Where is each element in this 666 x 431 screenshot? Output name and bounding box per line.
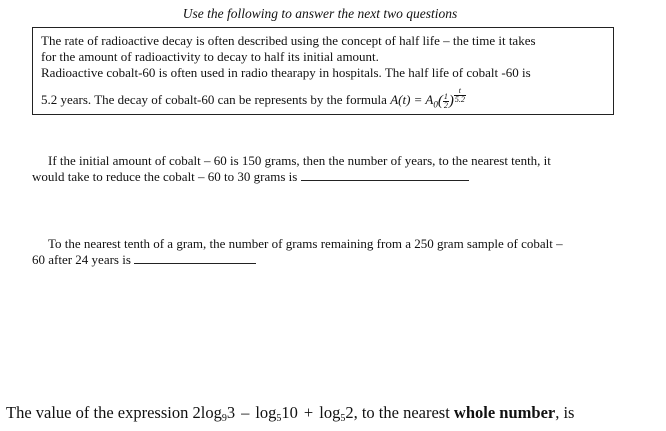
answer-blank-1[interactable]	[301, 170, 469, 181]
section-heading: Use the following to answer the next two questions	[182, 6, 458, 21]
info-line-4	[41, 86, 605, 113]
info-line-3: Radioactive cobalt-60 is often used in radio thearapy in hospitals. The half life of cobalt -60 is	[41, 65, 531, 80]
answer-blank-2[interactable]	[134, 253, 256, 264]
question-2-line-1: To the nearest tenth of a gram, the number of grams remaining from a 250 gram sample of cobalt –	[48, 236, 563, 251]
info-line-2: for the amount of radioactivity to decay to half its initial amount.	[41, 49, 379, 64]
formula-lhs-sub: 0	[433, 99, 438, 110]
question-1-line-1: If the initial amount of cobalt – 60 is 150 grams, then the number of years, to the nearest tenth, it	[48, 153, 551, 168]
question-1	[32, 153, 622, 185]
info-box	[32, 27, 614, 115]
formula-exponent: $\frac{t}{5.2}$	[454, 85, 465, 104]
formula-lhs: A(t) = A	[390, 92, 434, 107]
decay-formula: $A(t) = A_0$( $\frac{1}{2}$ ) $\frac{t}{5.2}$	[390, 85, 465, 110]
info-line-4-text: 5.2 years. The decay of cobalt-60 can be represents by the formula	[41, 92, 391, 107]
formula-base-fraction: $\frac{1}{2}$	[443, 91, 448, 110]
emphasis-whole-number: whole number	[453, 403, 556, 422]
info-line-1: The rate of radioactive decay is often described using the concept of half life – the time it takes	[41, 33, 536, 48]
question-2-line-2: 60 after 24 years is	[32, 252, 632, 268]
question-3: The value of the expression $2\log_93 - \log_510 + \log_52$, to the nearest whole number, is	[6, 403, 575, 424]
question-1-line-2: would take to reduce the cobalt – 60 to 30 grams is	[32, 169, 622, 185]
question-2	[32, 236, 632, 268]
